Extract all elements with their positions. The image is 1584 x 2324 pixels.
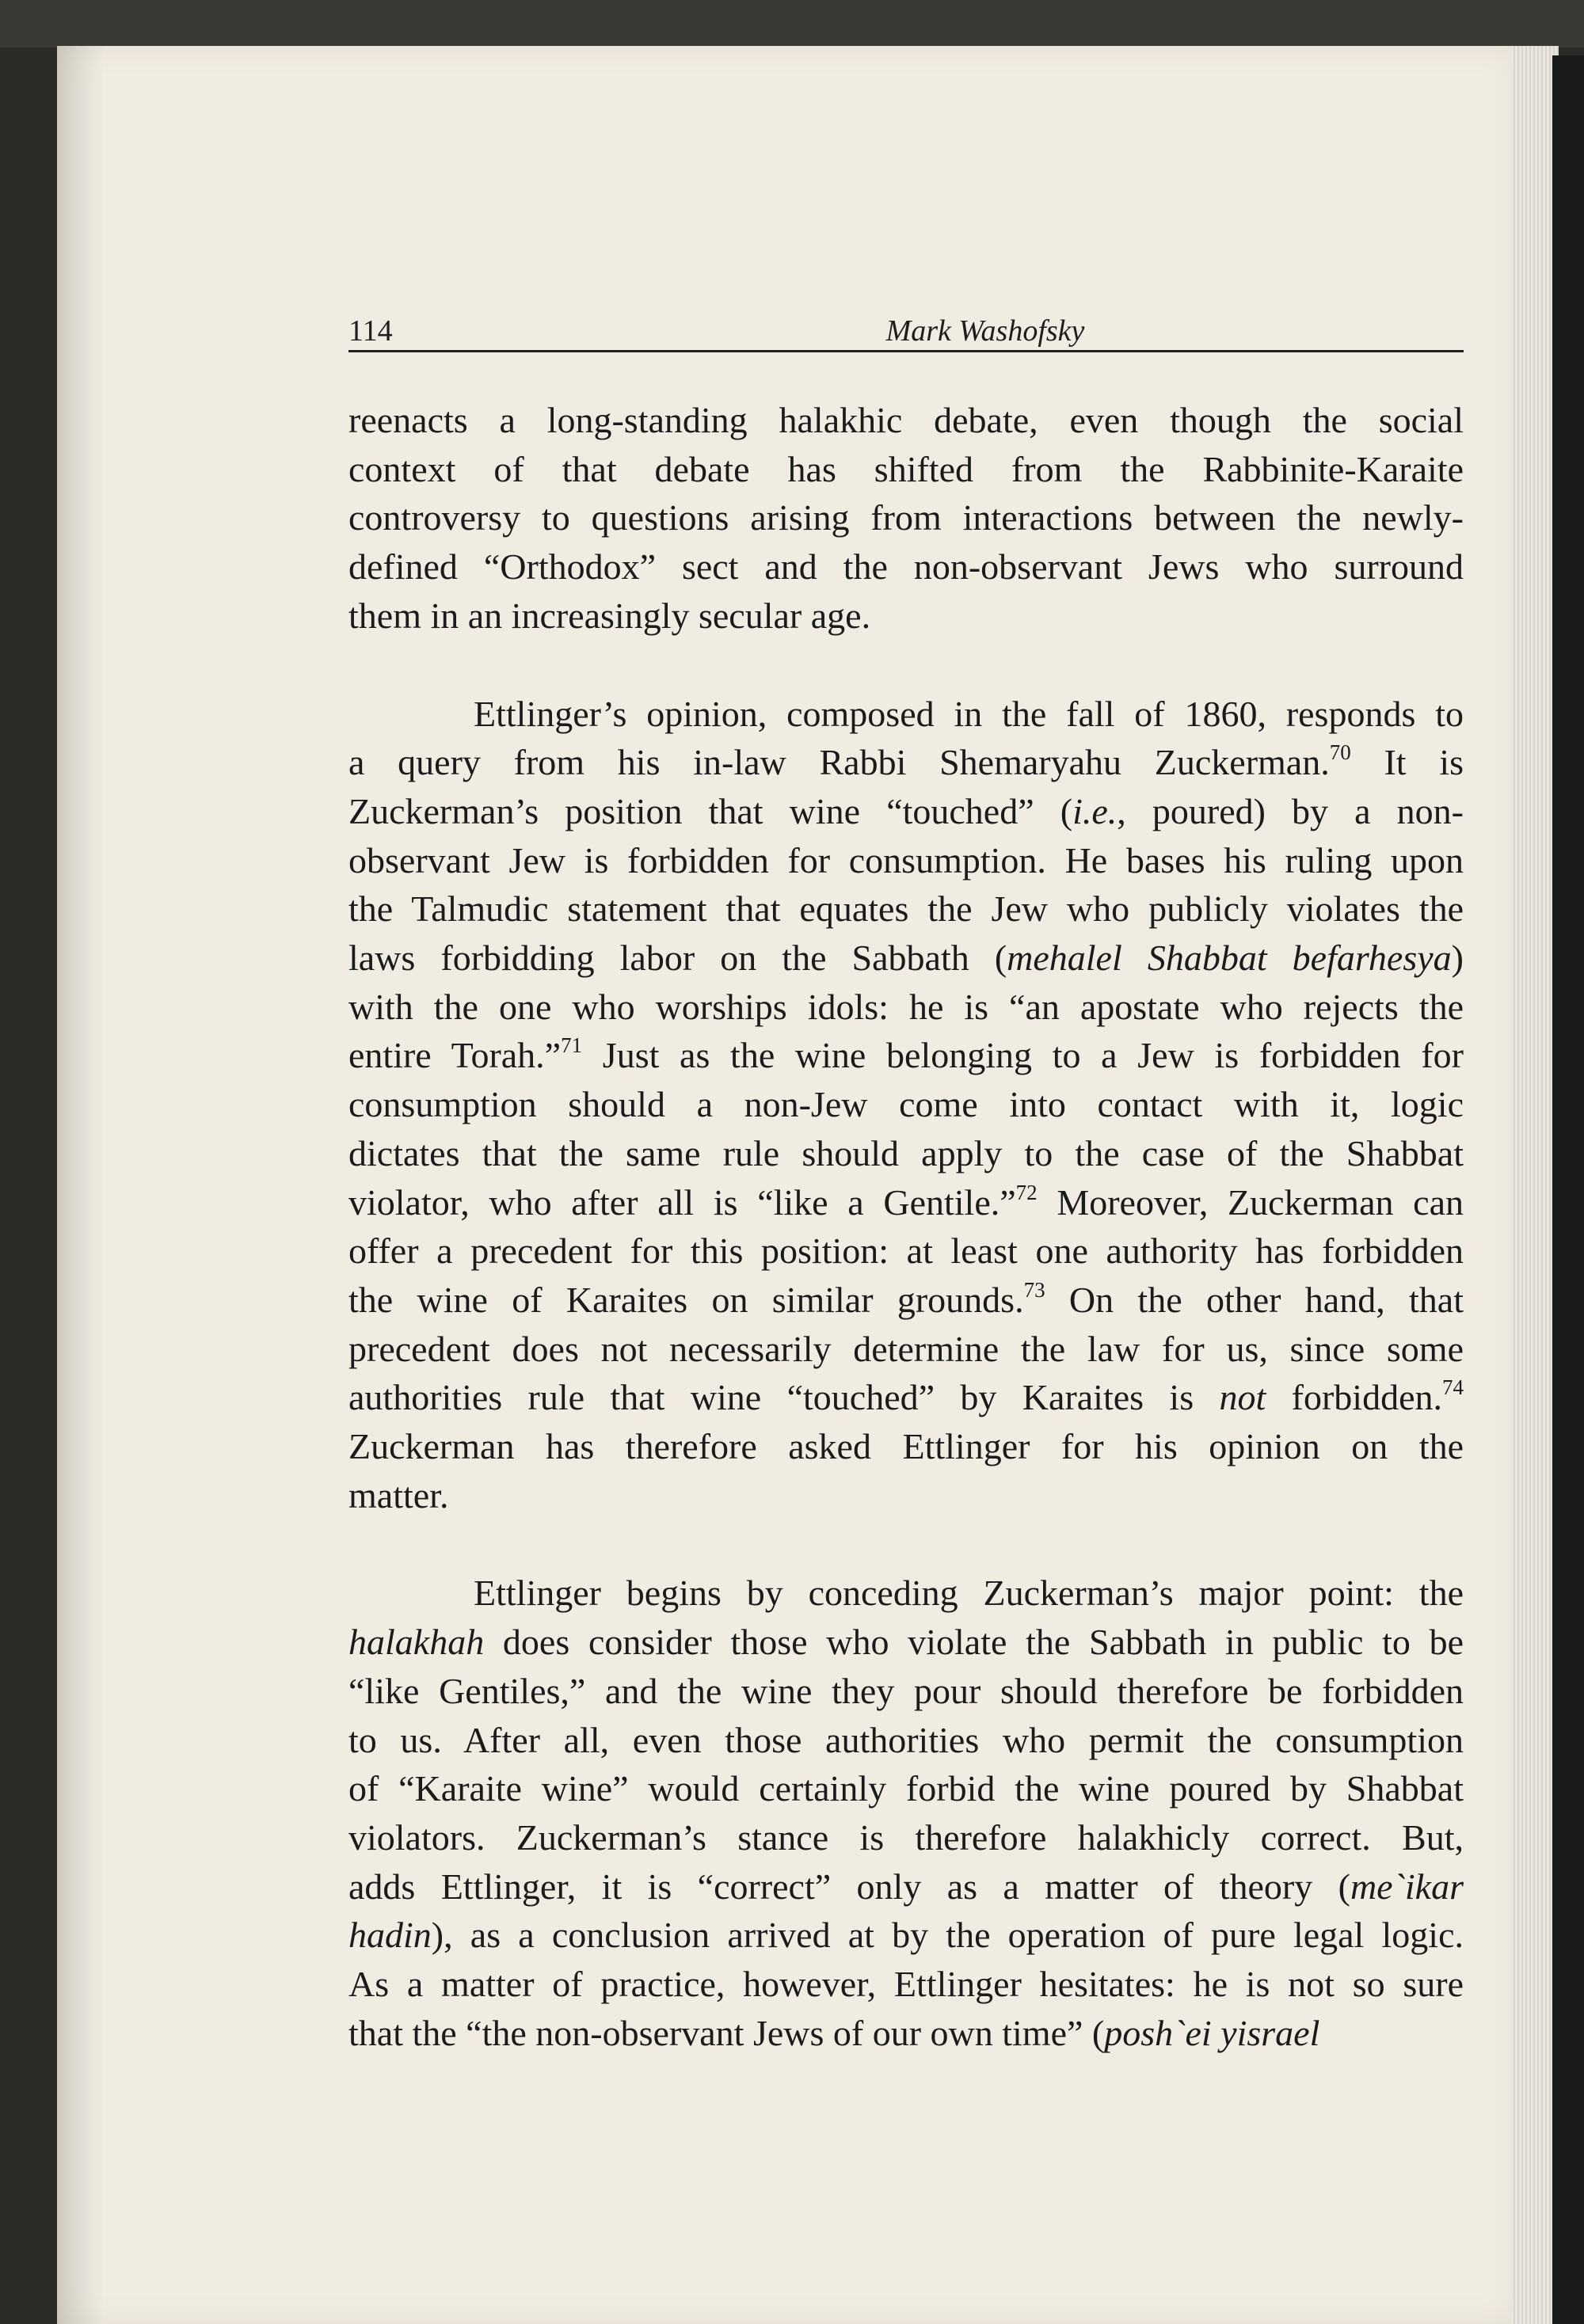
- text-run: defined “Orthodox” sect and the non-observant Jews who surround: [348, 546, 1464, 588]
- paragraph: [348, 1569, 1464, 2057]
- text-line: [348, 1471, 1464, 1520]
- text-run: It is: [1350, 742, 1464, 783]
- italic-text: hadin: [348, 1915, 432, 1956]
- text-line: [348, 1031, 1464, 1080]
- next-page-edge: [1552, 55, 1584, 2324]
- text-line: [348, 591, 1464, 641]
- background-top: [0, 0, 1584, 48]
- paragraph: [348, 396, 1464, 641]
- text-line: [348, 1862, 1464, 1911]
- text-run: violator, who after all is “like a Gentile.”: [348, 1181, 1016, 1223]
- text-run: “like Gentiles,” and the wine they pour should therefore be forbidden: [348, 1670, 1464, 1711]
- footnote-marker: 71: [561, 1033, 583, 1058]
- text-run: precedent does not necessarily determine the law for us, since some: [348, 1328, 1464, 1369]
- text-line: [348, 1422, 1464, 1471]
- italic-text: not: [1219, 1377, 1266, 1418]
- paragraph: [348, 690, 1464, 1520]
- italic-text: posh`ei yisrael: [1104, 2012, 1320, 2053]
- text-run: laws forbidding labor on the Sabbath (: [348, 938, 1007, 979]
- italic-text: halakhah: [348, 1622, 485, 1663]
- text-line: [348, 1618, 1464, 1667]
- text-run: with the one who worships idols: he is “an apostate who rejects the: [348, 986, 1464, 1027]
- paragraph-gap: [348, 1520, 1464, 1569]
- text-line: [348, 1178, 1464, 1227]
- text-line: [348, 1813, 1464, 1862]
- italic-text: i.e.: [1072, 790, 1118, 831]
- paragraph-gap: [348, 641, 1464, 690]
- text-line: [348, 1129, 1464, 1178]
- text-run: ), as a conclusion arrived at by the operation of pure legal logic.: [431, 1915, 1464, 1956]
- text-line: [348, 1667, 1464, 1716]
- footnote-marker: 74: [1442, 1375, 1464, 1400]
- page-edges: [1511, 46, 1559, 2324]
- text-run: to us. After all, even those authorities who permit the consumption: [348, 1719, 1464, 1760]
- page-number: 114: [348, 314, 393, 348]
- italic-text: mehalel Shabbat befarhesya: [1007, 938, 1452, 979]
- text-line: [348, 396, 1464, 445]
- body-text: [348, 396, 1464, 2058]
- text-run: Just as the wine belonging to a Jew is forbidden for: [582, 1035, 1464, 1076]
- text-run: controversy to questions arising from interactions between the newly-: [348, 497, 1464, 538]
- text-run: matter.: [348, 1474, 449, 1516]
- text-run: Moreover, Zuckerman can: [1037, 1181, 1464, 1223]
- page-header: [348, 310, 1464, 352]
- text-line: [348, 1080, 1464, 1129]
- text-run: them in an increasingly secular age.: [348, 595, 871, 636]
- text-line: [348, 493, 1464, 542]
- text-line: [348, 542, 1464, 591]
- text-run: consumption should a non-Jew come into contact with it, logic: [348, 1084, 1464, 1125]
- text-line: [348, 690, 1464, 739]
- text-line: [348, 738, 1464, 787]
- text-run: context of that debate has shifted from the Rabbinite-Karaite: [348, 448, 1464, 489]
- gutter-shadow: [57, 46, 105, 2324]
- text-line: [348, 1960, 1464, 2009]
- text-run: , poured) by a non-: [1117, 790, 1464, 831]
- text-run: observant Jew is forbidden for consumption. He bases his ruling upon: [348, 839, 1464, 881]
- text-run: Ettlinger’s opinion, composed in the fall of 1860, responds to: [474, 693, 1464, 734]
- text-run: dictates that the same rule should apply to the case of the Shabbat: [348, 1132, 1464, 1173]
- text-line: [348, 1373, 1464, 1422]
- text-run: offer a precedent for this position: at least one authority has forbidden: [348, 1230, 1464, 1272]
- text-run: Zuckerman has therefore asked Ettlinger for his opinion on the: [348, 1426, 1464, 1467]
- footnote-marker: 73: [1023, 1277, 1045, 1302]
- text-run: does consider those who violate the Sabbath in public to be: [484, 1622, 1464, 1663]
- text-line: [348, 2009, 1464, 2058]
- text-run: Ettlinger begins by conceding Zuckerman’s major point: the: [474, 1573, 1464, 1614]
- text-run: the Talmudic statement that equates the Jew who publicly violates the: [348, 888, 1464, 930]
- text-line: [348, 1911, 1464, 1960]
- footnote-marker: 72: [1015, 1180, 1038, 1204]
- text-run: ): [1451, 938, 1464, 979]
- text-line: [348, 1227, 1464, 1276]
- text-run: that the “the non-observant Jews of our own time” (: [348, 2012, 1105, 2053]
- footnote-marker: 70: [1329, 740, 1351, 765]
- text-line: [348, 983, 1464, 1032]
- text-run: As a matter of practice, however, Ettlinger hesitates: he is not so sure: [348, 1964, 1464, 2005]
- text-run: reenacts a long-standing halakhic debate, even though the social: [348, 400, 1464, 440]
- text-line: [348, 884, 1464, 934]
- text-line: [348, 1276, 1464, 1325]
- text-line: [348, 787, 1464, 836]
- text-line: [348, 1569, 1464, 1618]
- text-run: authorities rule that wine “touched” by Karaites is: [348, 1377, 1220, 1418]
- text-line: [348, 1325, 1464, 1374]
- text-run: Zuckerman’s position that wine “touched” (: [348, 790, 1073, 831]
- text-line: [348, 1764, 1464, 1813]
- text-run: of “Karaite wine” would certainly forbid the wine poured by Shabbat: [348, 1768, 1464, 1809]
- text-line: [348, 445, 1464, 494]
- text-line: [348, 934, 1464, 983]
- text-run: forbidden.: [1266, 1377, 1442, 1418]
- running-head: Mark Washofsky: [885, 314, 1085, 348]
- text-run: a query from his in-law Rabbi Shemaryahu Zuckerman.: [348, 742, 1330, 783]
- italic-text: me`ikar: [1350, 1866, 1464, 1907]
- text-run: the wine of Karaites on similar grounds.: [348, 1279, 1024, 1320]
- text-line: [348, 1716, 1464, 1765]
- text-run: adds Ettlinger, it is “correct” only as a matter of theory (: [348, 1866, 1350, 1907]
- text-run: violators. Zuckerman’s stance is therefore halakhicly correct. But,: [348, 1816, 1464, 1858]
- text-run: On the other hand, that: [1045, 1279, 1464, 1320]
- text-run: entire Torah.”: [348, 1035, 562, 1076]
- text-line: [348, 836, 1464, 885]
